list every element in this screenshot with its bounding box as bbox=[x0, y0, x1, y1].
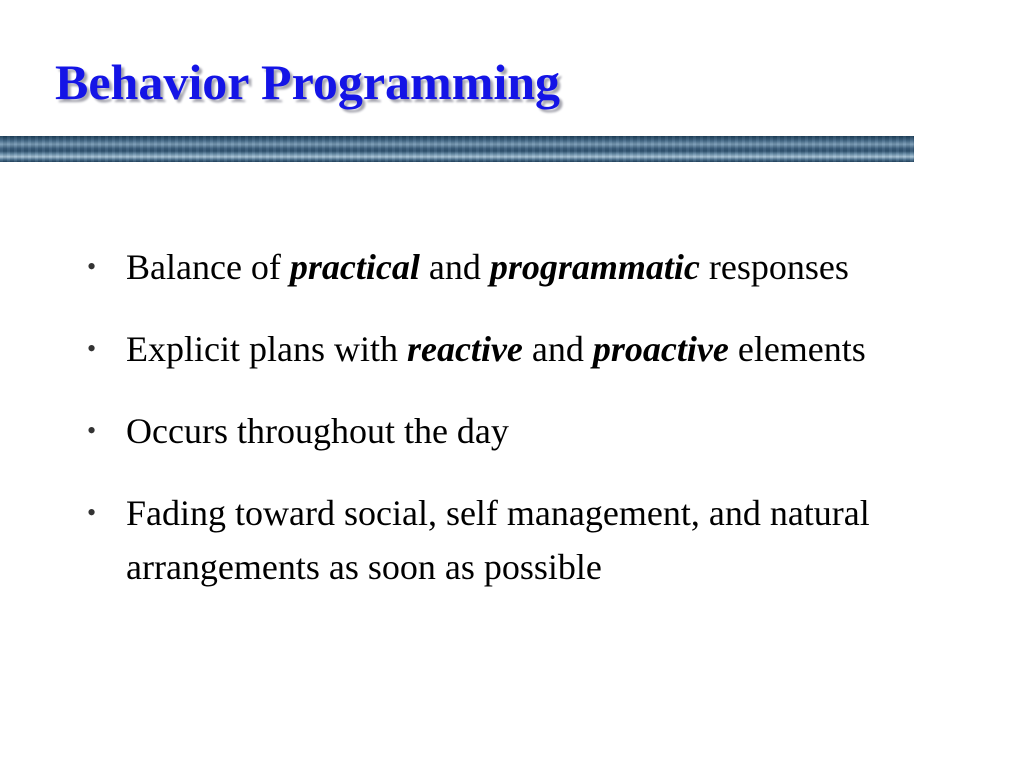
bullet-list bbox=[84, 240, 964, 622]
bullet-emphasis: proactive bbox=[592, 329, 729, 369]
bullet-text: and bbox=[419, 247, 490, 287]
bullet-item bbox=[84, 322, 964, 376]
bullet-text: elements bbox=[728, 329, 866, 369]
bullet-item bbox=[84, 240, 964, 294]
bullet-text: Occurs throughout the day bbox=[126, 411, 509, 451]
bullet-text: and bbox=[522, 329, 593, 369]
bullet-icon: • bbox=[87, 498, 97, 527]
bullet-emphasis: practical bbox=[289, 247, 420, 287]
bullet-item bbox=[84, 486, 964, 594]
bullet-emphasis: reactive bbox=[406, 329, 523, 369]
bullet-text: Fading toward social, self management, and natural arrangements as soon as possible bbox=[126, 493, 870, 587]
bullet-emphasis: programmatic bbox=[489, 247, 700, 287]
bullet-text: Explicit plans with bbox=[126, 329, 407, 369]
slide-title: Behavior Programming bbox=[55, 54, 561, 110]
bullet-text: Balance of bbox=[126, 247, 290, 287]
bullet-icon: • bbox=[87, 334, 97, 363]
bullet-item bbox=[84, 404, 964, 458]
bullet-icon: • bbox=[87, 252, 97, 281]
title-divider-bar bbox=[0, 136, 914, 162]
bullet-icon: • bbox=[87, 416, 97, 445]
bullet-text: responses bbox=[699, 247, 849, 287]
